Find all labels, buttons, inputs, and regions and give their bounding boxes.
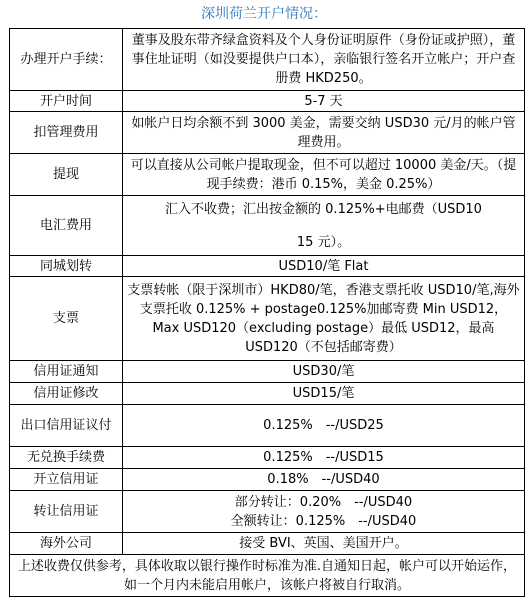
row-value [123,491,525,533]
row-label: 办理开户手续： [10,29,123,91]
row-value: 董事及股东带齐绿盒资料及个人身份证明原件（身份证或护照），董事住址证明（如没要提供户口本），亲临银行签名开立帐户；开户查册费 HKD250。 [123,29,525,91]
row-value: 0.125% --/USD15 [123,447,525,469]
row-label: 信用证修改 [10,383,123,405]
page-title: 深圳荷兰开户情况： [201,6,327,22]
row-label: 支票 [10,277,123,361]
row-value: 如帐户日均余额不到 3000 美金，需要交纳 USD30 元/月的帐户管理费用。 [123,112,525,154]
row-label: 开立信用证 [10,469,123,491]
row-value: 5-7 天 [123,91,525,112]
row-value-line: 部分转让：0.20% --/USD40 [234,494,413,510]
row-label: 信用证通知 [10,361,123,383]
row-value: 接受 BVI、英国、美国开户。 [123,533,525,555]
table-row [10,361,525,383]
row-label: 出口信用证议付 [10,405,123,447]
table-row [10,533,525,555]
row-label: 同城划转 [10,256,123,277]
table-row [10,154,525,196]
table-row [10,383,525,405]
row-label: 电汇费用 [10,196,123,256]
row-label: 无兑换手续费 [10,447,123,469]
table-row [10,91,525,112]
row-label: 扣管理费用 [10,112,123,154]
row-value: USD15/笔 [123,383,525,405]
table-row [10,112,525,154]
footer-note: 上述收费仅供参考，具体收取以银行操作时标准为准.自通知日起，帐户可以开始运作，如一个月内未能启用帐户，该帐户将被自行取消。 [10,555,525,597]
row-label: 海外公司 [10,533,123,555]
row-value-line: 15 元）。 [296,234,351,250]
table-row [10,405,525,447]
row-value [123,196,525,256]
table-row [10,491,525,533]
table-row [10,29,525,91]
row-value-line: 全额转让：0.125% --/USD40 [230,513,417,529]
row-value: 可以直接从公司帐户提取现金，但不可以超过 10000 美金/天。（提现手续费：港币 0.15%，美金 0.25%） [123,154,525,196]
table-row [10,555,525,597]
account-info-table [9,28,525,597]
table-row [10,196,525,256]
row-label: 提现 [10,154,123,196]
row-value: USD10/笔 Flat [123,256,525,277]
table-row [10,277,525,361]
table-row [10,469,525,491]
row-value: USD30/笔 [123,361,525,383]
row-value: 0.125% --/USD25 [123,405,525,447]
row-value-line: 汇入不收费；汇出按金额的 0.125%+电邮费（USD10 [165,201,482,217]
table-row [10,447,525,469]
row-label: 开户时间 [10,91,123,112]
row-label: 转让信用证 [10,491,123,533]
table-row [10,256,525,277]
row-value: 0.18% --/USD40 [123,469,525,491]
row-value: 支票转帐（限于深圳市）HKD80/笔，香港支票托收 USD10/笔,海外支票托收 0.125% + postage0.125%加邮寄费 Min USD12，Max USD120（excluding postage）最低 USD12，最高 USD120（不包括邮寄费） [123,277,525,361]
